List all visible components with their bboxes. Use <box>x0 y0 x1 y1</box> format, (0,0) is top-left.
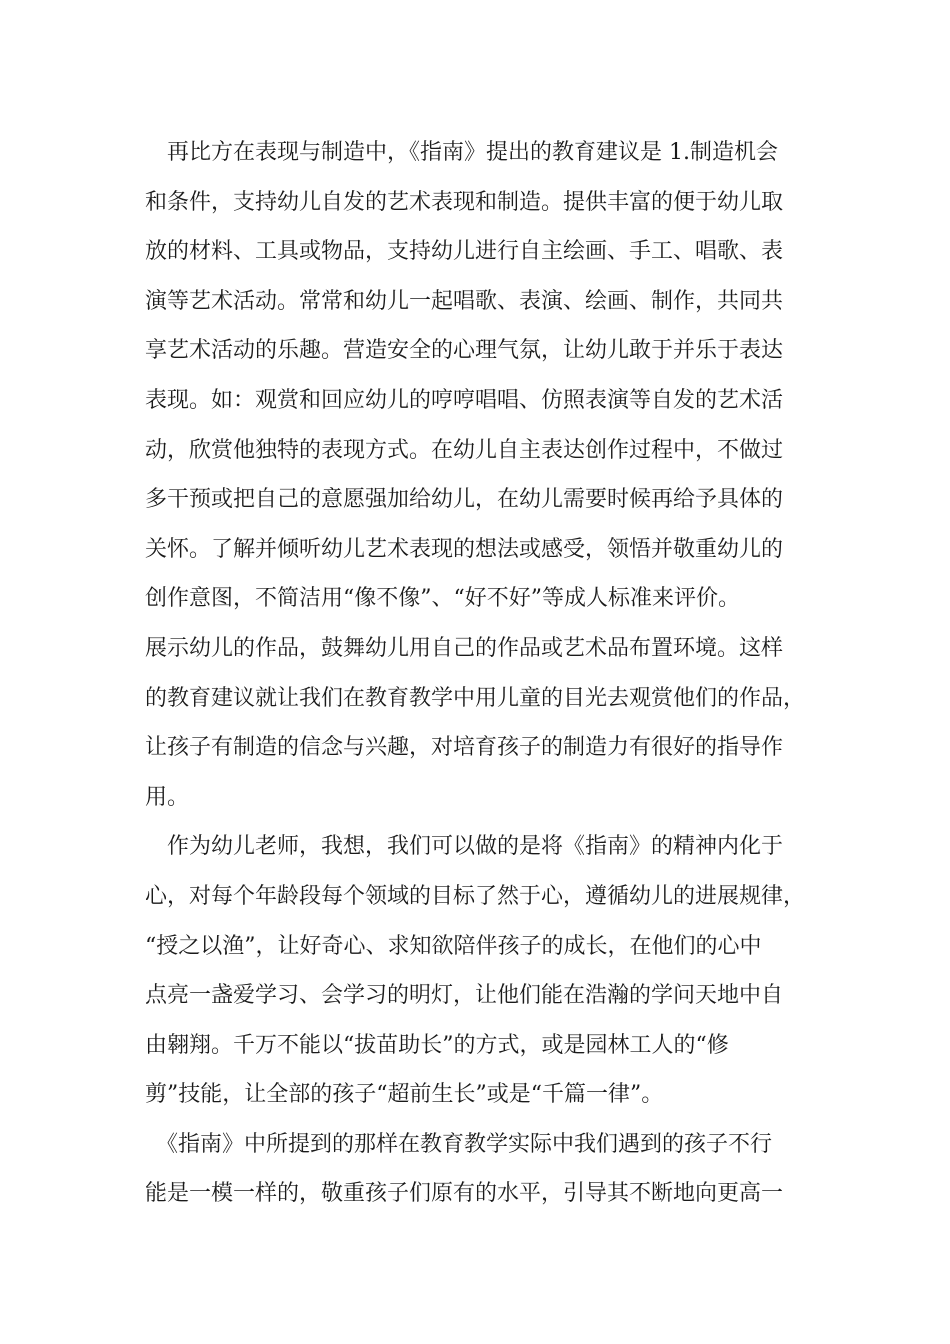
text-line: 多干预或把自己的意愿强加给幼儿，在幼儿需要时候再给予具体的 <box>145 487 784 513</box>
text-line: 点亮一盏爱学习、会学习的明灯，让他们能在浩瀚的学问天地中自 <box>145 983 784 1009</box>
text-line: 由翱翔。千万不能以“拔苗助长”的方式，或是园林工人的“修 <box>145 1032 729 1058</box>
text-line: 享艺术活动的乐趣。营造安全的心理气氛，让幼儿敢于并乐于表达 <box>145 338 784 364</box>
text-line: 心，对每个年龄段每个领域的目标了然于心，遵循幼儿的进展规律， <box>145 883 806 909</box>
text-line: 剪”技能，让全部的孩子“超前生长”或是“千篇一律”。 <box>145 1082 664 1108</box>
text-line: 演等艺术活动。常常和幼儿一起唱歌、表演、绘画、制作，共同共 <box>145 288 784 314</box>
text-line: 再比方在表现与制造中，《指南》提出的教育建议是 1.制造机会 <box>145 140 778 165</box>
text-line: 关怀。了解并倾听幼儿艺术表现的想法或感受，领悟并敬重幼儿的 <box>145 536 784 562</box>
text-line: 展示幼儿的作品，鼓舞幼儿用自己的作品或艺术品布置环境。这样 <box>145 635 784 661</box>
text-line: 表现。如：观赏和回应幼儿的哼哼唱唱、仿照表演等自发的艺术活 <box>145 387 784 413</box>
text-line: 用。 <box>145 784 190 810</box>
text-line: 和条件，支持幼儿自发的艺术表现和制造。提供丰富的便于幼儿取 <box>145 189 784 215</box>
text-line: 作为幼儿老师，我想，我们可以做的是将《指南》的精神内化于 <box>145 834 784 860</box>
text-line: 放的材料、工具或物品，支持幼儿进行自主绘画、手工、唱歌、表 <box>145 239 784 265</box>
text-line: 动，欣赏他独特的表现方式。在幼儿自主表达创作过程中，不做过 <box>145 437 784 463</box>
text-line: 让孩子有制造的信念与兴趣，对培育孩子的制造力有很好的指导作 <box>145 735 784 761</box>
text-line: 《指南》中所提到的那样在教育教学实际中我们遇到的孩子不行 <box>145 1131 773 1157</box>
text-line: 的教育建议就让我们在教育教学中用儿童的目光去观赏他们的作品， <box>145 685 806 711</box>
text-line: “授之以渔”，让好奇心、求知欲陪伴孩子的成长，在他们的心中 <box>145 933 762 959</box>
body-text <box>145 128 825 1219</box>
text-line: 能是一模一样的，敬重孩子们原有的水平，引导其不断地向更高一 <box>145 1181 784 1207</box>
text-line: 创作意图，不简洁用“像不像”、“好不好”等成人标准来评价。 <box>145 586 740 612</box>
